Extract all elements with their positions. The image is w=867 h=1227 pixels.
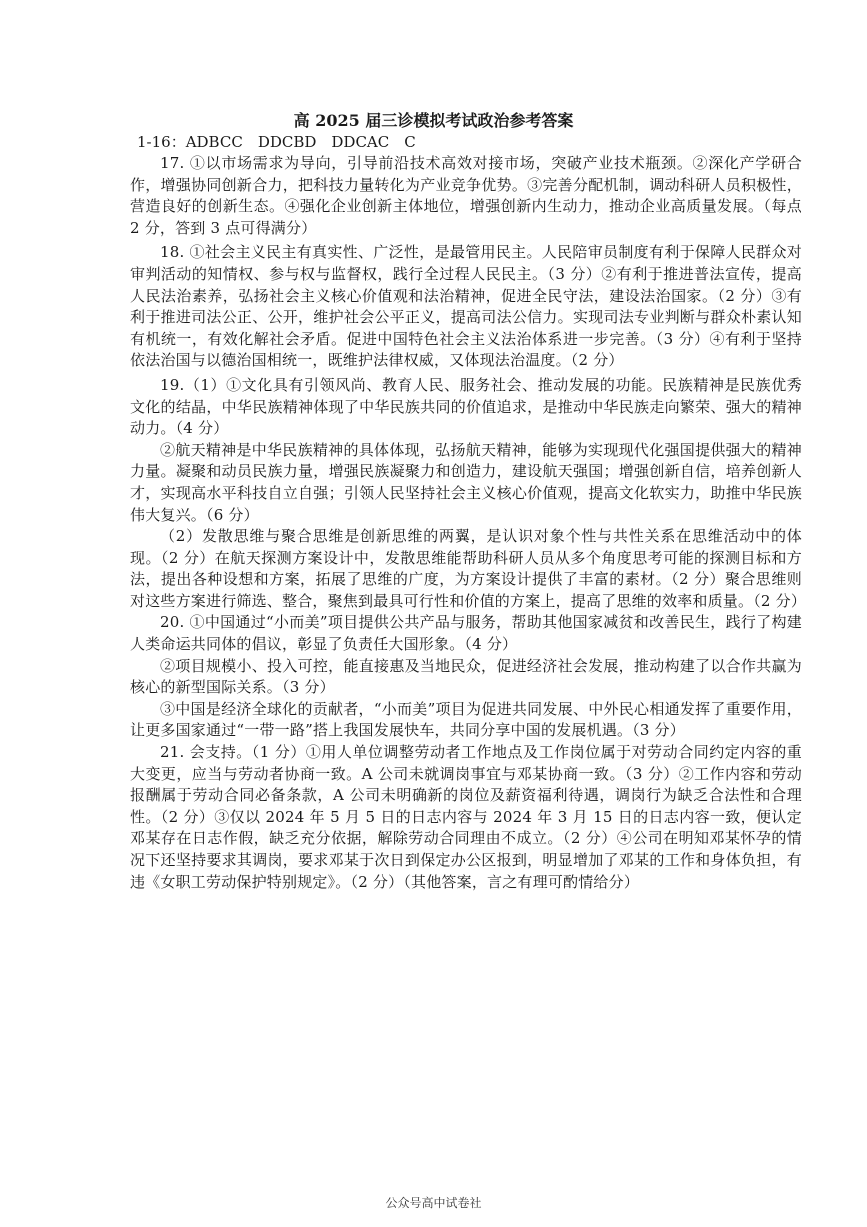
- answer-q20-b: ②项目规模小、投入可控，能直接惠及当地民众，促进经济社会发展，推动构建了以合作共赢为核心的新型国际关系。（3 分）: [130, 656, 802, 697]
- answer-q17: 17. ①以市场需求为导向，引导前沿技术高效对接市场，突破产业技术瓶颈。②深化产学研合作，增强协同创新合力，把科技力量转化为产业竞争优势。③完善分配机制，调动科研人员积极性，营造良好的创新生态。④强化企业创新主体地位，增强创新内生动力，推动企业高质量发展。（每点 2 分，答到 3 点可得满分）: [130, 154, 802, 237]
- answer-q19-part2: （2）发散思维与聚合思维是创新思维的两翼，是认识对象个性与共性关系在思维活动中的体现。（2 分）在航天探测方案设计中，发散思维能帮助科研人员从多个角度思考可能的探测目标和方法，提出各种设想和方案，拓展了思维的广度，为方案设计提供了丰富的素材。（2 分）聚合思维则对这些方案进行筛选、整合，聚焦到最具可行性和价值的方案上，提高了思维的效率和质量。（2 分）: [130, 527, 807, 610]
- multiple-choice-answers: 1-16：ADBCC DDCBD DDCAC C: [137, 133, 416, 151]
- answer-q20-c: ③中国是经济全球化的贡献者，“小而美”项目为促进共同发展、中外民心相通发挥了重要作用，让更多国家通过“一带一路”搭上我国发展快车，共同分享中国的发展机遇。（3 分）: [130, 699, 802, 740]
- answer-q19-part1-a: 19.（1）①文化具有引领风尚、教育人民、服务社会、推动发展的功能。民族精神是民族优秀文化的结晶，中华民族精神体现了中华民族共同的价值追求，是推动中华民族走向繁荣、强大的精神动力。（4 分）: [130, 375, 802, 438]
- answer-q20-a: 20. ①中国通过“小而美”项目提供公共产品与服务，帮助其他国家减贫和改善民生，践行了构建人类命运共同体的倡议，彰显了负责任大国形象。（4 分）: [130, 613, 802, 654]
- page-footer: 公众号高中试卷社: [385, 1196, 482, 1210]
- page-title: 高 2025 届三诊模拟考试政治参考答案: [293, 111, 574, 130]
- answer-q18: 18. ①社会主义民主有真实性、广泛性，是最管用民主。人民陪审员制度有利于保障人民群众对审判活动的知情权、参与权与监督权，践行全过程人民民主。（3 分）②有利于推进普法宣传，提高人民法治素养，弘扬社会主义核心价值观和法治精神，促进全民守法，建设法治国家。（2 分）③有利于推进司法公正、公开，维护社会公平正义，提高司法公信力。实现司法专业判断与群众朴素认知有机统一，有效化解社会矛盾。促进中国特色社会主义法治体系进一步完善。（3 分）④有利于坚持依法治国与以德治国相统一，既维护法律权威，又体现法治温度。（2 分）: [130, 243, 802, 370]
- answer-q19-part1-b: ②航天精神是中华民族精神的具体体现，弘扬航天精神，能够为实现现代化强国提供强大的精神力量。凝聚和动员民族力量，增强民族凝聚力和创造力，建设航天强国；增强创新自信，培养创新人才，实现高水平科技自立自强；引领人民坚持社会主义核心价值观，提高文化软实力，助推中华民族伟大复兴。（6 分）: [130, 440, 802, 524]
- answer-body: [130, 153, 807, 893]
- answer-q21: 21. 会支持。（1 分）①用人单位调整劳动者工作地点及工作岗位属于对劳动合同约定内容的重大变更，应当与劳动者协商一致。A 公司未就调岗事宜与邓某协商一致。（3 分）②工作内容和劳动报酬属于劳动合同必备条款，A 公司未明确新的岗位及薪资福利待遇，调岗行为缺乏合法性和合理性。（2 分）③仅以 2024 年 5 月 5 日的日志内容与 2024 年 3 月 15 日的日志内容一致，便认定邓某存在日志作假，缺乏充分依据，解除劳动合同理由不成立。（2 分）④公司在明知邓某怀孕的情况下还坚持要求其调岗，要求邓某于次日到保定办公区报到，明显增加了邓某的工作和身体负担，有违《女职工劳动保护特别规定》。（2 分）（其他答案，言之有理可酌情给分）: [130, 743, 802, 891]
